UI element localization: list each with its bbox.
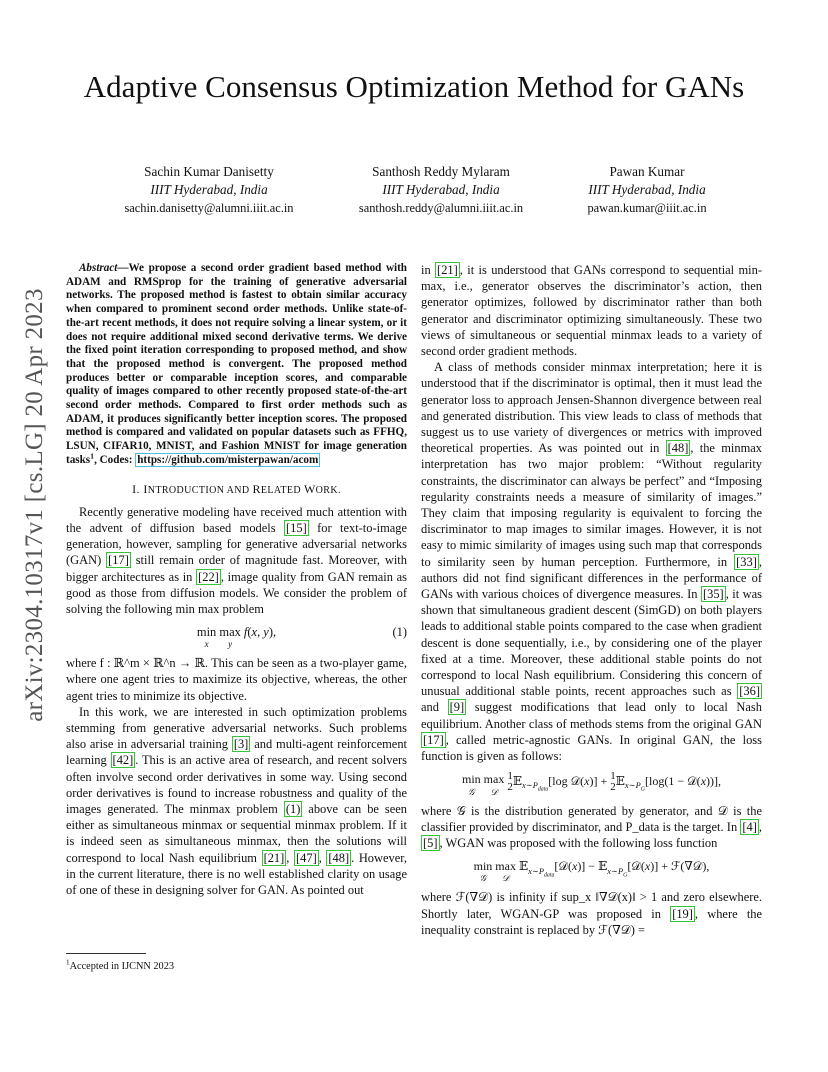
citation-link[interactable]: [15] xyxy=(285,520,307,535)
paragraph: in [21] , it is understood that GANs correspond to sequential min-max, i.e., generator observes the discriminator’s action, then generator optimizes, followed by discriminator rather than both generator and discriminator optimizing simultaneously. These two views of simultaneous or sequential minmax leads to a variety of second order gradient methods. xyxy=(421,263,762,359)
equation-number: (1) xyxy=(392,625,407,640)
page-title: Adaptive Consensus Optimization Method for GANs xyxy=(83,69,745,104)
equation-link[interactable]: (1) xyxy=(285,802,301,816)
arxiv-stamp-text: arXiv:2304.10317v1 [cs.LG] 20 Apr 2023 xyxy=(21,288,49,722)
author-email: santhosh.reddy@alumni.iiit.ac.in xyxy=(358,201,524,215)
abstract xyxy=(66,262,407,468)
author-affiliation: IIIT Hyderabad, India xyxy=(150,182,268,197)
author-1 xyxy=(99,163,319,217)
paragraph: where 𝒢 is the distribution generated by generator, and 𝒟 is the classifier provided by discriminator, and P_data is the target. In [4] , [5] , WGAN was proposed with the following loss function xyxy=(421,803,762,850)
codes-label: , Codes: xyxy=(94,453,136,466)
citation-link[interactable]: [42] xyxy=(112,753,134,768)
author-email: sachin.danisetty@alumni.iiit.ac.in xyxy=(124,201,294,215)
paragraph: In this work, we are interested in such optimization problems stemming from generative adversarial networks. Such problems also arise in adversarial training [3] and multi-agent reinforcement learning [42] . This is an active area of research, and recent solvers often involve second order derivatives in some way. Using second order derivatives is found to increase robustness and quality of the images generated. The minmax problem (1) above can be seen either as simultaneous minmax or sequential minmax problem. If it is indeed seen as simultaneous minmax, then the solutions will correspond to local Nash equilibrium [21] , [47] , [48] . However, in the current literature, there is no well established clarity on usage of one of these in designing solver for GAN. As pointed out xyxy=(66,704,408,898)
citation-link[interactable]: [22] xyxy=(198,569,219,584)
footnote-text: Accepted in IJCNN 2023 xyxy=(69,961,174,972)
author-affiliation: IIIT Hyderabad, India xyxy=(588,182,706,197)
paragraph: where f : ℝ^m × ℝ^n → ℝ. This can be seen as a two-player game, where one agent tries to maximize its objective, whereas, the other agent tries to minimize its objective. xyxy=(66,656,407,703)
citation-link[interactable]: [17] xyxy=(423,732,444,747)
section-numeral: I. xyxy=(132,481,144,496)
citation-link[interactable]: [5] xyxy=(423,835,438,850)
citation-link[interactable]: [4] xyxy=(742,819,757,834)
right-column xyxy=(421,262,762,938)
footnote-rule xyxy=(66,953,146,954)
citation-link[interactable]: [35] xyxy=(702,587,724,602)
paragraph: A class of methods consider minmax interpretation; here it is understood that if the discriminator is optimal, then it must lead the generator loss to approach Jensen-Shannon divergence between real and generated distribution. This view leads to class of methods that suggest us to use variety of divergences or metrics with improved theoretical properties. As was pointed out in [48] , the minmax interpretation has two major problem: “Without regularity constraints, the discriminator can always be perfect” and “Imposing regularity constraints needs a measure of similarity of images.” They claim that imposing regularity is equivalent to forcing the discriminator to map images to similar images. However, it is not easy to mimic similarity of images using such map that corresponds to similarity seen by human perception. Furthermore, in [33] , authors did not find significant differences in the performance of GANs with various choices of divergence measures. In [35] , it was shown that simultaneous gradient descent (SimGD) on both players leads to additional stable points compared to the case when gradient descent is done sequentially, i.e., by considering one of the player fixed at a time. Moreover, these additional stable points do not correspond to local Nash equilibrium. Considering this concern of unusual additional stable points, recent approaches such as [36] and [9] suggest modifications that lead only to local Nash equilibrium. Another class of methods stems from the original GAN [17] , called metric-agnostic GANs. In original GAN, the loss function is given as follows: xyxy=(421,360,762,764)
code-url-link[interactable]: https://github.com/misterpawan/acom xyxy=(137,453,319,466)
paragraph: Recently generative modeling have received much attention with the advent of diffusion based models [15] for text-to-image generation, however, sampling for generative adversarial networks (GAN) [17] still remain order of magnitude fast. Moreover, with bigger architectures as in [22] , image quality from GAN remain as good as those from diffusion models. We consider the problem of solving the following min max problem xyxy=(66,504,407,616)
paragraph: where ℱ(∇𝒟) is infinity if sup_x ‖∇𝒟(x)‖ > 1 and zero elsewhere. Shortly later, WGAN-GP was proposed in [19] , where the inequality constraint is replaced by ℱ(∇𝒟) = xyxy=(421,890,763,937)
equation-gan-loss: min 𝒢 max 𝒟 1 2𝔼$_{x\sim P_{data}}$[log 𝒟(x)] + 1 2𝔼$_{x\sim P_G}$[log(1 − 𝒟(x))], xyxy=(461,770,722,797)
equation-1: min x max y f(x, y), (1) xyxy=(196,625,407,650)
section-heading: I. INTRODUCTION AND RELATED WORK. xyxy=(132,481,341,496)
abstract-lead: Abstract xyxy=(79,262,118,274)
citation-link[interactable]: [9] xyxy=(449,700,465,715)
citation-link[interactable]: [36] xyxy=(739,684,760,699)
footnote-mark[interactable]: 1 xyxy=(90,451,95,461)
citation-link[interactable]: [17] xyxy=(108,553,129,568)
equation-wgan-loss: min 𝒢 max 𝒟 𝔼$_{x\sim P_{data}}$[𝒟(x)] − 𝔼$_{x\sim P_G}$[𝒟(x)] + ℱ(∇𝒟), xyxy=(473,859,710,884)
author-2 xyxy=(331,163,551,217)
abstract-body: —We propose a second order gradient based method with ADAM and RMSprop for the training of generative adversarial networks. The proposed method is fastest to obtain similar accuracy when compared to prominent second order methods. Unlike state-of-the-art recent methods, it does not require solving a linear system, or it does not require additional mixed second derivative terms. We derive the fixed point iteration corresponding to proposed method, and show that the proposed method is convergent. The proposed method produces better or comparable inception scores, and comparable quality of images compared to other recently proposed state-of-the-art second order methods. Compared to first order methods such as ADAM, it produces significantly better inception scores. The proposed method is compared and validated on popular datasets such as FFHQ, LSUN, CIFAR10, MNIST, and Fashion MNIST for image generation tasks xyxy=(66,262,407,466)
citation-link[interactable]: [48] xyxy=(667,441,689,456)
author-name: Santhosh Reddy Mylaram xyxy=(372,164,510,179)
left-column xyxy=(66,262,407,898)
citation-link[interactable]: [33] xyxy=(736,554,757,569)
author-name: Pawan Kumar xyxy=(609,164,685,179)
arxiv-stamp xyxy=(20,285,50,725)
citation-link[interactable]: [19] xyxy=(672,906,693,921)
citation-link[interactable]: [48] xyxy=(328,850,350,865)
author-email: pawan.kumar@iiit.ac.in xyxy=(587,201,707,215)
citation-link[interactable]: [47] xyxy=(295,850,317,865)
author-3 xyxy=(537,163,757,217)
author-affiliation: IIIT Hyderabad, India xyxy=(382,182,500,197)
citation-link[interactable]: [21] xyxy=(437,263,458,277)
citation-link[interactable]: [21] xyxy=(263,850,285,865)
citation-link[interactable]: [3] xyxy=(233,737,249,752)
footnote xyxy=(66,960,174,973)
footnote-number: 1 xyxy=(66,958,70,967)
author-name: Sachin Kumar Danisetty xyxy=(144,164,274,179)
